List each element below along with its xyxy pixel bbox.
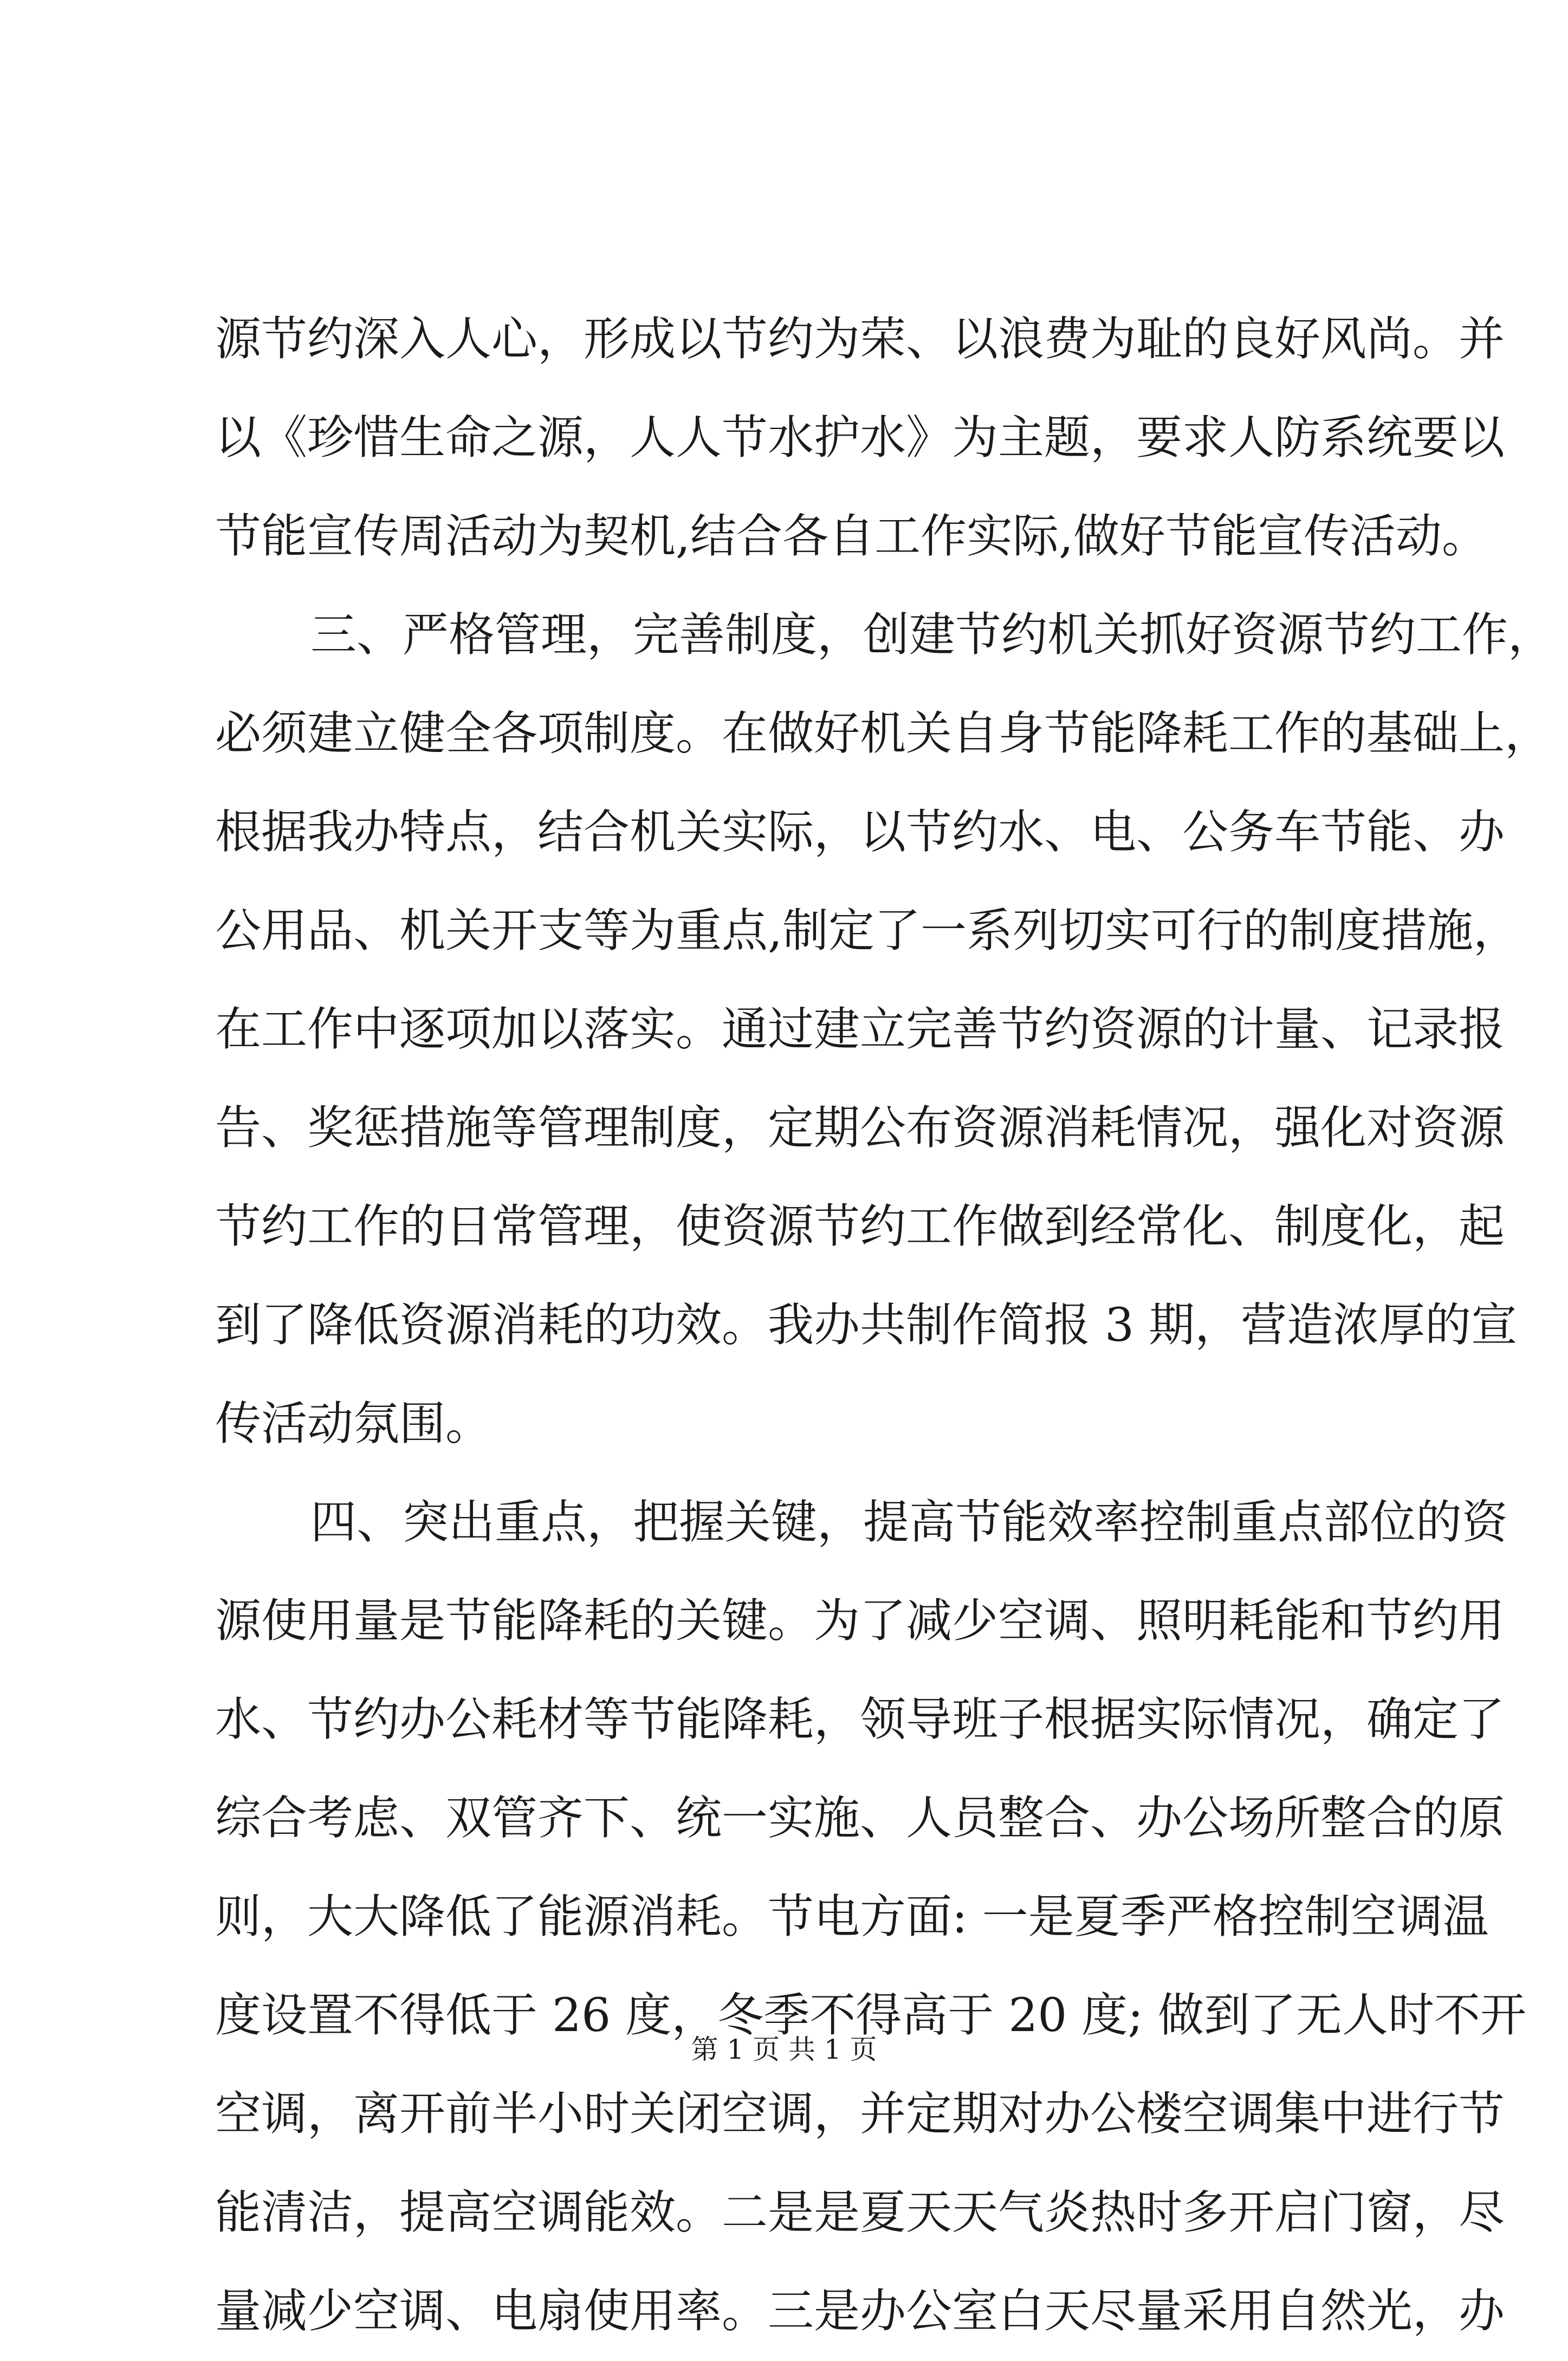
text-line: 告、奖惩措施等管理制度，定期公布资源消耗情况，强化对资源 — [215, 1101, 1505, 1155]
text-line: 根据我办特点，结合机关实际，以节约水、电、公务车节能、办 — [215, 806, 1505, 859]
text-line: 量减少空调、电扇使用率。三是办公室白天尽量采用自然光，办 — [215, 2285, 1505, 2338]
text-line: 节约工作的日常管理，使资源节约工作做到经常化、制度化，起 — [215, 1200, 1505, 1254]
text-line: 节能宣传周活动为契机,结合各自工作实际,做好节能宣传活动。 — [215, 510, 1488, 563]
text-line: 传活动氛围。 — [215, 1397, 492, 1451]
page-number-footer: 第 1 页 共 1 页 — [691, 2034, 877, 2065]
text-line: 源节约深入人心，形成以节约为荣、以浪费为耻的良好风尚。并 — [215, 313, 1505, 366]
text-line: 在工作中逐项加以落实。通过建立完善节约资源的计量、记录报 — [215, 1003, 1505, 1056]
text-line: 综合考虑、双管齐下、统一实施、人员整合、办公场所整合的原 — [215, 1792, 1505, 1845]
text-line: 水、节约办公耗材等节能降耗，领导班子根据实际情况，确定了 — [215, 1693, 1505, 1747]
text-line: 以《珍惜生命之源，人人节水护水》为主题，要求人防系统要以 — [215, 411, 1505, 465]
text-line: 则，大大降低了能源消耗。节电方面: 一是夏季严格控制空调温 — [215, 1890, 1489, 1944]
text-line: 能清洁，提高空调能效。二是是夏天天气炎热时多开启门窗，尽 — [215, 2186, 1505, 2240]
text-line: 源使用量是节能降耗的关键。为了减少空调、照明耗能和节约用 — [215, 1594, 1505, 1648]
text-line: 必须建立健全各项制度。在做好机关自身节能降耗工作的基础上， — [215, 707, 1551, 761]
text-line: 到了降低资源消耗的功效。我办共制作简报 3 期，营造浓厚的宣 — [215, 1299, 1518, 1352]
text-line: 度设置不得低于 26 度，冬季不得高于 20 度; 做到了无人时不开 — [215, 1989, 1527, 2042]
text-line: 空调，离开前半小时关闭空调，并定期对办公楼空调集中进行节 — [215, 2087, 1505, 2141]
section-heading-line: 四、突出重点，把握关键，提高节能效率控制重点部位的资 — [310, 1496, 1508, 1549]
section-heading-line: 三、严格管理，完善制度，创建节约机关抓好资源节约工作， — [310, 608, 1554, 662]
text-line: 公用品、机关开支等为重点,制定了一系列切实可行的制度措施， — [215, 904, 1520, 958]
